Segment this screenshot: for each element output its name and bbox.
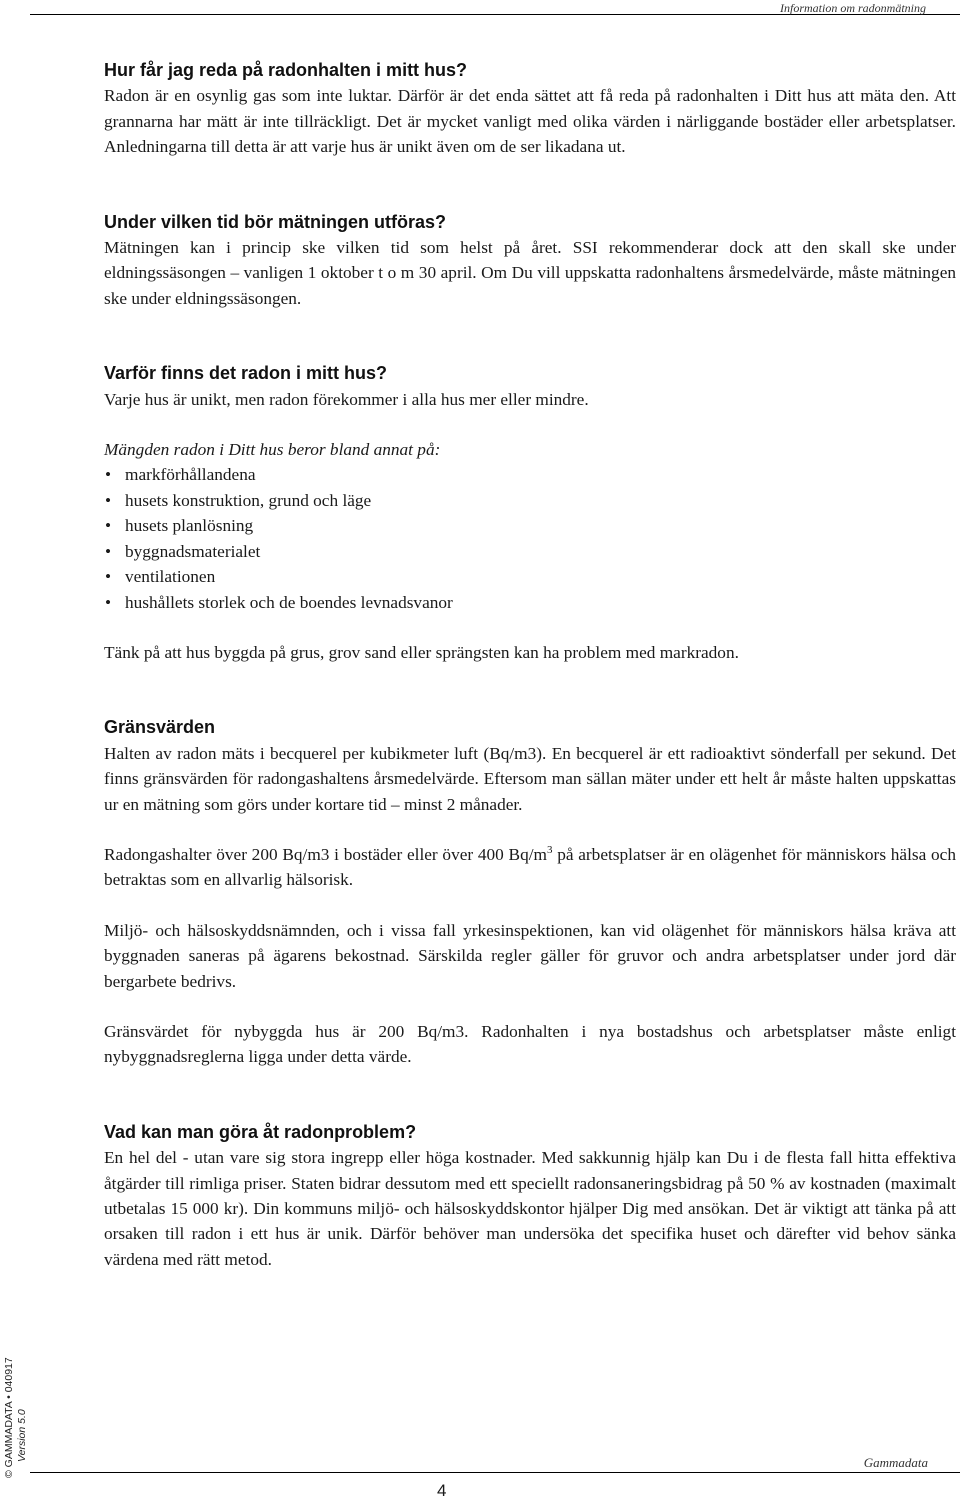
section-how <box>104 58 956 160</box>
superscript: 3 <box>546 844 553 857</box>
copyright-text: © GAMMADATA • 040917 <box>3 1357 15 1478</box>
paragraph: Halten av radon mäts i becquerel per kubikmeter luft (Bq/m3). En becquerel är ett radioaktivt sönderfall per sekund. Det finns gränsvärden för radongashaltens årsmedelvärde. Eftersom man sällan mäter under ett helt år måste halten uppskattas ur en mätning som görs under kortare tid – minst 2 månader. <box>104 743 956 814</box>
section-heading: Hur får jag reda på radonhalten i mitt hus? <box>104 60 468 80</box>
paragraph: Tänk på att hus byggda på grus, grov sand eller sprängsten kan ha problem med markradon. <box>104 642 739 662</box>
list-item: • byggnadsmaterialet <box>104 539 956 564</box>
list-item: • markförhållandena <box>104 462 956 487</box>
running-header: Information om radonmätning <box>779 1 926 15</box>
footer-rule <box>30 1472 960 1473</box>
list-item: • husets konstruktion, grund och läge <box>104 488 956 513</box>
paragraph <box>104 842 956 893</box>
paragraph: Miljö- och hälsoskyddsnämnden, och i vissa fall yrkesinspektionen, kan vid olägenhet för människors hälsa kräva att byggnaden saneras på ägarens bekostnad. Särskilda regler gäller för gruvor och andra arbetsplatser under jord där bergarbete bedrivs. <box>104 920 956 991</box>
section-heading: Vad kan man göra åt radonproblem? <box>104 1121 417 1142</box>
section-heading: Varför finns det radon i mitt hus? <box>104 363 388 384</box>
section-why <box>104 361 956 665</box>
section-when <box>104 210 956 312</box>
text-run: på arbetsplatser är en olägenhet för människors hälsa och betraktas som en allvarlig hälsorisk. <box>104 844 956 890</box>
section-heading: Gränsvärden <box>104 717 216 738</box>
page-number: 4 <box>437 1481 447 1500</box>
list-item: • husets planlösning <box>104 513 956 538</box>
version-text: Version 5.0 <box>16 1409 28 1462</box>
text-run: Radongashalter över 200 Bq/m3 i bostäder eller över 400 Bq/m <box>104 844 547 864</box>
paragraph: Radon är en osynlig gas som inte luktar. Därför är det enda sättet att få reda på radonhalten i Ditt hus att mäta den. Att grannarna har mätt är inte tillräckligt. Det är mycket vanligt med olika värden i närliggande bostäder eller arbetsplatser. Anledningarna till detta är att varje hus är unikt även om de ser likadana ut. <box>104 86 956 157</box>
paragraph: En hel del - utan vare sig stora ingrepp eller höga kostnader. Med sakkunnig hjälp kan Du i de flesta fall hitta effektiva åtgärder till rimliga priser. Staten bidrar dessutom med ett speciellt radonsaneringsbidrag på 50 % av kostnaden (maximalt utbetalas 15 000 kr). Din kommuns miljö- och hälsoskyddskontor hjälper Dig med ansökan. Det är viktigt att tänka på att orsaken till radon i ett hus är unik. Därför behöver man undersöka det specifika huset och därefter vid behov sänka värdena med rätt metod. <box>104 1148 956 1269</box>
vertical-sidebar-text <box>3 1338 29 1478</box>
section-limits <box>104 715 956 1069</box>
section-action <box>104 1120 956 1272</box>
list-intro: Mängden radon i Ditt hus beror bland annat på: <box>104 440 441 460</box>
factor-list <box>104 462 956 614</box>
document-body <box>104 58 956 1272</box>
section-heading: Under vilken tid bör mätningen utföras? <box>104 211 447 232</box>
paragraph: Gränsvärdet för nybyggda hus är 200 Bq/m3. Radonhalten i nya bostadshus och arbetsplatser måste enligt nybyggnadsreglerna ligga under detta värde. <box>104 1021 956 1067</box>
paragraph: Mätningen kan i princip ske vilken tid som helst på året. SSI rekommenderar dock att den skall ske under eldningssäsongen – vanligen 1 oktober t o m 30 april. Om Du vill uppskatta radonhaltens årsmedelvärde, måste mätningen ske under eldningssäsongen. <box>104 238 956 308</box>
list-item: • ventilationen <box>104 564 956 589</box>
list-item: • hushållets storlek och de boendes levnadsvanor <box>104 590 956 615</box>
paragraph: Varje hus är unikt, men radon förekommer i alla hus mer eller mindre. <box>104 389 589 409</box>
footer-brand: Gammadata <box>863 1455 928 1470</box>
